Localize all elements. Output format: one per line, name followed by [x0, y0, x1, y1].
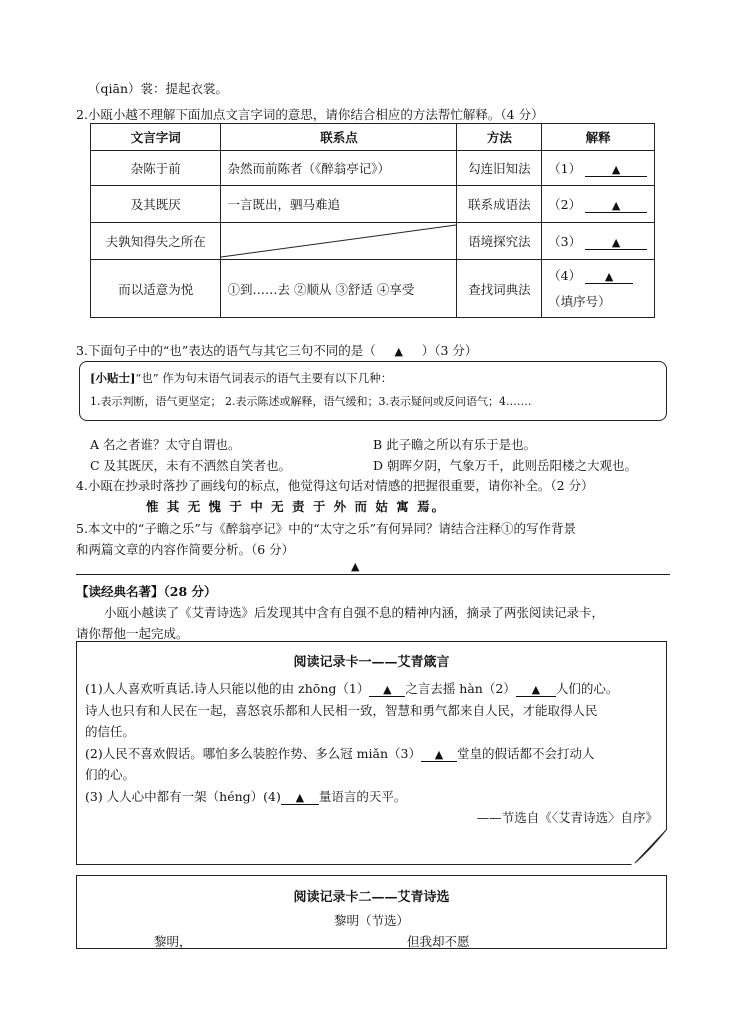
method-cell: 联系成语法 [457, 186, 542, 223]
tip-text-1: “也” 作为句末语气词表示的语气主要有以下几种： [135, 371, 393, 385]
header-answer: 解释 [542, 124, 655, 151]
option-a[interactable]: A 名之者谁？太守自谓也。 [90, 437, 241, 452]
answer-cell [542, 151, 655, 186]
card-1-title: 阅读记录卡一——艾青箴言 [293, 655, 450, 670]
header-method: 方法 [457, 124, 542, 151]
blank-marker: ▲ [394, 345, 403, 358]
page-curl-icon [631, 829, 667, 865]
answer-number: （2） [548, 197, 582, 212]
answer-number: （4） [548, 267, 582, 283]
card-1-line-2: 诗人也只有和人民在一起，喜怒哀乐都和人民相一致，智慧和勇气都来自人民，才能取得人民 [85, 703, 598, 718]
card-1-text: (1)人人喜欢听真话.诗人只能以他的由 zhōng（1） [85, 681, 370, 696]
q2-prompt: 2.小瓯小越不理解下面加点文言字词的意思，请你结合相应的方法帮忙解释。（4 分） [76, 107, 544, 122]
table-row [91, 260, 655, 318]
option-c[interactable]: C 及其既厌，未有不洒然自笑者也。 [90, 458, 292, 473]
card-1-line-6 [85, 787, 406, 805]
word-cell: 而以适意为悦 [91, 260, 221, 318]
blank-marker: ▲ [611, 236, 621, 249]
reading-card-2 [76, 875, 667, 949]
answer-cell [542, 260, 655, 318]
q4-prompt: 4.小瓯在抄录时落抄了画线句的标点，他觉得这句话对情感的把握很重要，请你补全。（2 分） [76, 478, 594, 493]
answer-blank-2[interactable] [585, 199, 647, 213]
q4-sentence: 惟 其 无 愧 于 中 无 责 于 外 而 姑 寓 焉。 [146, 499, 447, 514]
table-row [91, 223, 655, 260]
card-2-title: 阅读记录卡二——艾青诗选 [293, 890, 450, 905]
top-line: （qiān）裳：提起衣裳。 [88, 81, 229, 96]
section-heading: 【读经典名著】（28 分） [76, 584, 217, 599]
option-d[interactable]: D 朝晖夕阴，气象万千，此则岳阳楼之大观也。 [373, 458, 637, 473]
blank-marker: ▲ [295, 791, 305, 804]
tip-label: [小贴士] [90, 371, 136, 385]
answer-cell [542, 223, 655, 260]
method-cell: 查找词典法 [457, 260, 542, 318]
divider [76, 574, 670, 575]
blank-marker: ▲ [531, 683, 541, 696]
blank-marker: ▲ [611, 163, 621, 176]
word-cell: 杂陈于前 [91, 151, 221, 186]
card-1-text: 量语言的天平。 [318, 789, 407, 804]
q2-table [90, 123, 655, 318]
card-1-text: (2)人民不喜欢假话。哪怕多么装腔作势、多么冠 miǎn（3） [85, 746, 421, 761]
table-row [91, 151, 655, 186]
answer-blank-1[interactable] [585, 163, 647, 177]
table-row [91, 186, 655, 223]
section-intro-1: 小瓯小越读了《艾青诗选》后发现其中含有自强不息的精神内涵，摘录了两张阅读记录卡， [104, 605, 605, 620]
q5-answer-marker[interactable]: ▲ [351, 560, 360, 573]
method-cell: 语境探究法 [457, 223, 542, 260]
card-1-text: (3) 人人心中都有一架（héng）(4) [85, 789, 281, 804]
answer-number: （1） [548, 161, 582, 176]
option-b[interactable]: B 此子瞻之所以有乐于是也。 [373, 437, 537, 452]
link-cell: 杂然而前陈者（《醉翁亭记》） [221, 151, 457, 186]
answer-blank-4[interactable] [585, 270, 633, 284]
reading-card-1 [76, 641, 667, 865]
card-1-line-5: 们的心。 [85, 767, 136, 782]
header-link: 联系点 [221, 124, 457, 151]
section-intro-2: 请你帮他一起完成。 [76, 626, 189, 641]
answer-note: （填序号） [548, 293, 611, 309]
link-cell-empty [221, 223, 457, 260]
link-cell: 一言既出，驷马难追 [221, 186, 457, 223]
card-blank-4[interactable] [281, 791, 319, 805]
diagonal-line [221, 223, 456, 259]
card-1-line-1 [85, 679, 618, 697]
card-1-text: 堂皇的假话都不会打动人 [457, 746, 595, 761]
tip-line-1 [90, 370, 392, 386]
card-2-left: 黎明， [154, 934, 192, 949]
q5-line-1: 5.本文中的“子瞻之乐”与《醉翁亭记》中的“太守之乐”有何异同？请结合注释①的写作背景 [76, 521, 576, 536]
q3-prompt-end: ）（3 分） [421, 343, 478, 358]
card-1-text: 人们的心。 [555, 681, 619, 696]
q3-answer-blank[interactable] [376, 343, 422, 358]
q3-prompt-start: 3.下面句子中的“也”表达的语气与其它三句不同的是（ [76, 343, 376, 358]
card-1-line-3: 的信任。 [85, 724, 136, 739]
q3-prompt [76, 341, 477, 359]
blank-marker: ▲ [383, 683, 392, 696]
answer-cell [542, 186, 655, 223]
card-2-right: 但我却不愿 [407, 934, 470, 949]
answer-number: （3） [548, 234, 582, 249]
card-blank-2[interactable] [516, 683, 556, 697]
tip-box [79, 361, 667, 421]
card-1-text: 之言去摇 hàn（2） [405, 681, 516, 696]
method-cell: 勾连旧知法 [457, 151, 542, 186]
link-cell: ①到……去 ②顺从 ③舒适 ④享受 [221, 260, 457, 318]
q5-line-2: 和两篇文章的内容作简要分析。（6 分） [76, 542, 295, 557]
card-2-subtitle: 黎明（节选） [333, 913, 409, 928]
blank-marker: ▲ [434, 748, 444, 761]
card-1-source: ——节选自《〈艾青诗选〉自序》 [476, 810, 658, 825]
card-blank-1[interactable] [369, 683, 405, 697]
blank-marker: ▲ [604, 269, 614, 283]
answer-blank-3[interactable] [585, 236, 647, 250]
tip-line-2: 1.表示判断，语气更坚定； 2.表示陈述或解释，语气缓和；3.表示疑问或反问语气；4.…… [90, 395, 532, 408]
blank-marker: ▲ [611, 199, 621, 212]
card-1-line-4 [85, 744, 595, 762]
word-cell: 夫孰知得失之所在 [91, 223, 221, 260]
card-blank-3[interactable] [421, 748, 457, 762]
word-cell: 及其既厌 [91, 186, 221, 223]
header-word: 文言字词 [91, 124, 221, 151]
